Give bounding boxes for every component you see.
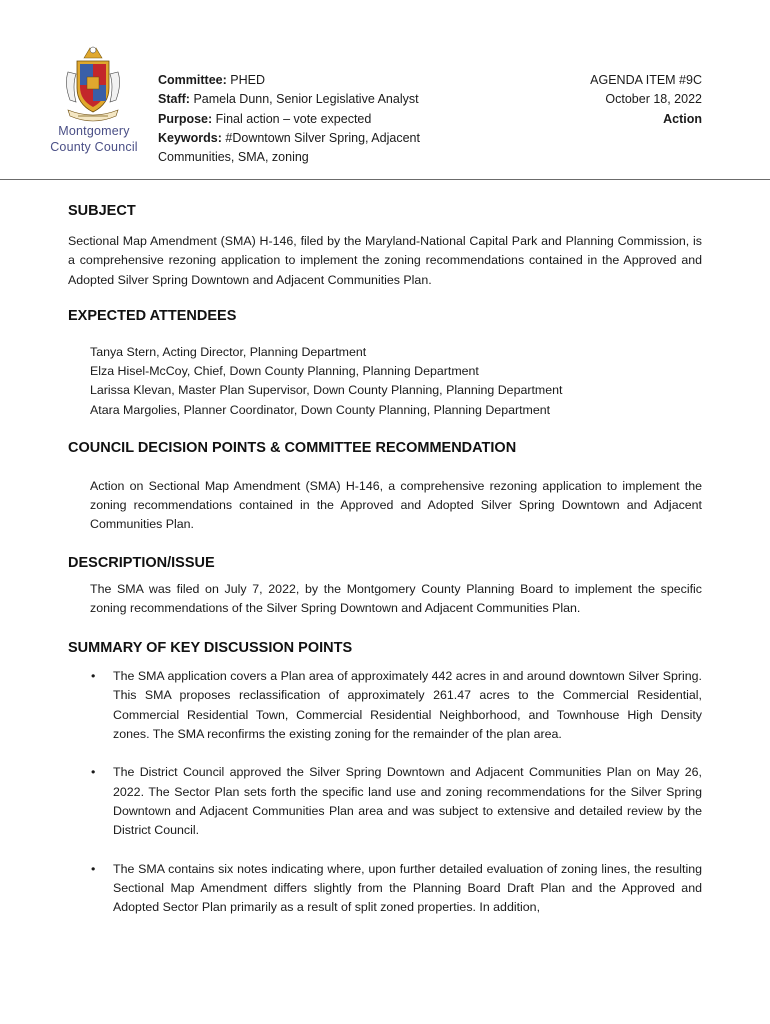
agenda-block [590, 71, 702, 129]
summary-points [68, 667, 702, 917]
bullet-icon: • [91, 861, 96, 876]
attendees-list [90, 343, 702, 420]
council-name: Montgomery County Council [50, 124, 138, 154]
description-section [68, 553, 702, 619]
subject-heading: SUBJECT [68, 203, 136, 219]
summary-point [68, 667, 702, 744]
county-seal-logo [60, 44, 126, 126]
decision-heading: COUNCIL DECISION POINTS & COMMITTEE RECOMMENDATION [68, 439, 517, 456]
staff-line: Staff: Pamela Dunn, Senior Legislative Analyst [158, 92, 419, 107]
header-divider [0, 179, 770, 180]
committee-line: Committee: PHED [158, 73, 265, 87]
attendees-heading: EXPECTED ATTENDEES [68, 307, 237, 324]
summary-point-text: The District Council approved the Silver Spring Downtown and Adjacent Communities Plan on May 26, 2022. The Sector Plan sets forth the specific land use and zoning recommendations for the Silver Spring Downtown and Adjacent Communities Plan area and was subject to extensive and detailed review by the District Council. [113, 765, 702, 838]
subject-section [68, 201, 702, 290]
attendees-section [68, 306, 702, 420]
attendee-item: Atara Margolies, Planner Coordinator, Down County Planning, Planning Department [90, 402, 551, 417]
summary-point [68, 860, 702, 918]
purpose-line: Purpose: Final action – vote expected [158, 111, 372, 126]
description-text: The SMA was filed on July 7, 2022, by the Montgomery County Planning Board to implement the specific zoning recommendations of the Silver Spring Downtown and Adjacent Communities Plan. [90, 581, 702, 615]
decision-section [68, 438, 702, 535]
bullet-icon: • [91, 765, 96, 780]
summary-heading: SUMMARY OF KEY DISCUSSION POINTS [68, 640, 353, 657]
memo-metadata [158, 71, 458, 167]
agenda-action: Action [663, 111, 702, 126]
summary-point-text: The SMA contains six notes indicating where, upon further detailed evaluation of zoning lines, the resulting Sectional Map Amendment differs slightly from the Planning Board Draft Plan and the Approved and Adopted Sector Plan primarily as a result of split zoned properties. In addition, [113, 861, 702, 915]
agenda-item-number: AGENDA ITEM #9C [590, 73, 702, 87]
bullet-icon: • [91, 669, 96, 684]
summary-section [68, 638, 702, 917]
summary-point [68, 763, 702, 840]
attendee-item: Elza Hisel-McCoy, Chief, Down County Planning, Planning Department [90, 364, 479, 379]
keywords-line: Keywords: #Downtown Silver Spring, Adjacent Communities, SMA, zoning [158, 130, 420, 165]
memo-body [68, 201, 702, 936]
description-heading: DESCRIPTION/ISSUE [68, 554, 215, 571]
attendee-item: Larissa Klevan, Master Plan Supervisor, Down County Planning, Planning Department [90, 383, 563, 398]
agenda-date: October 18, 2022 [605, 92, 702, 107]
summary-point-text: The SMA application covers a Plan area of approximately 442 acres in and around downtown Silver Spring. This SMA proposes reclassification of approximately 261.47 acres to the Commercial Residential, Commercial Residential Town, Commercial Residential Neighborhood, and Townhouse High Density zones. The SMA reconfirms the existing zoning for the remainder of the plan area. [113, 669, 702, 742]
subject-text: Sectional Map Amendment (SMA) H-146, filed by the Maryland-National Capital Park and Planning Commission, is a comprehensive rezoning application to implement the zoning recommendations contained in the Approved and Adopted Silver Spring Downtown and Adjacent Communities Plan. [68, 234, 702, 287]
attendee-item: Tanya Stern, Acting Director, Planning Department [90, 344, 367, 359]
decision-text: Action on Sectional Map Amendment (SMA) H-146, a comprehensive rezoning application to implement the zoning recommendations contained in the Approved and Adopted Silver Spring Downtown and Adjacent Communities Plan. [90, 478, 702, 532]
